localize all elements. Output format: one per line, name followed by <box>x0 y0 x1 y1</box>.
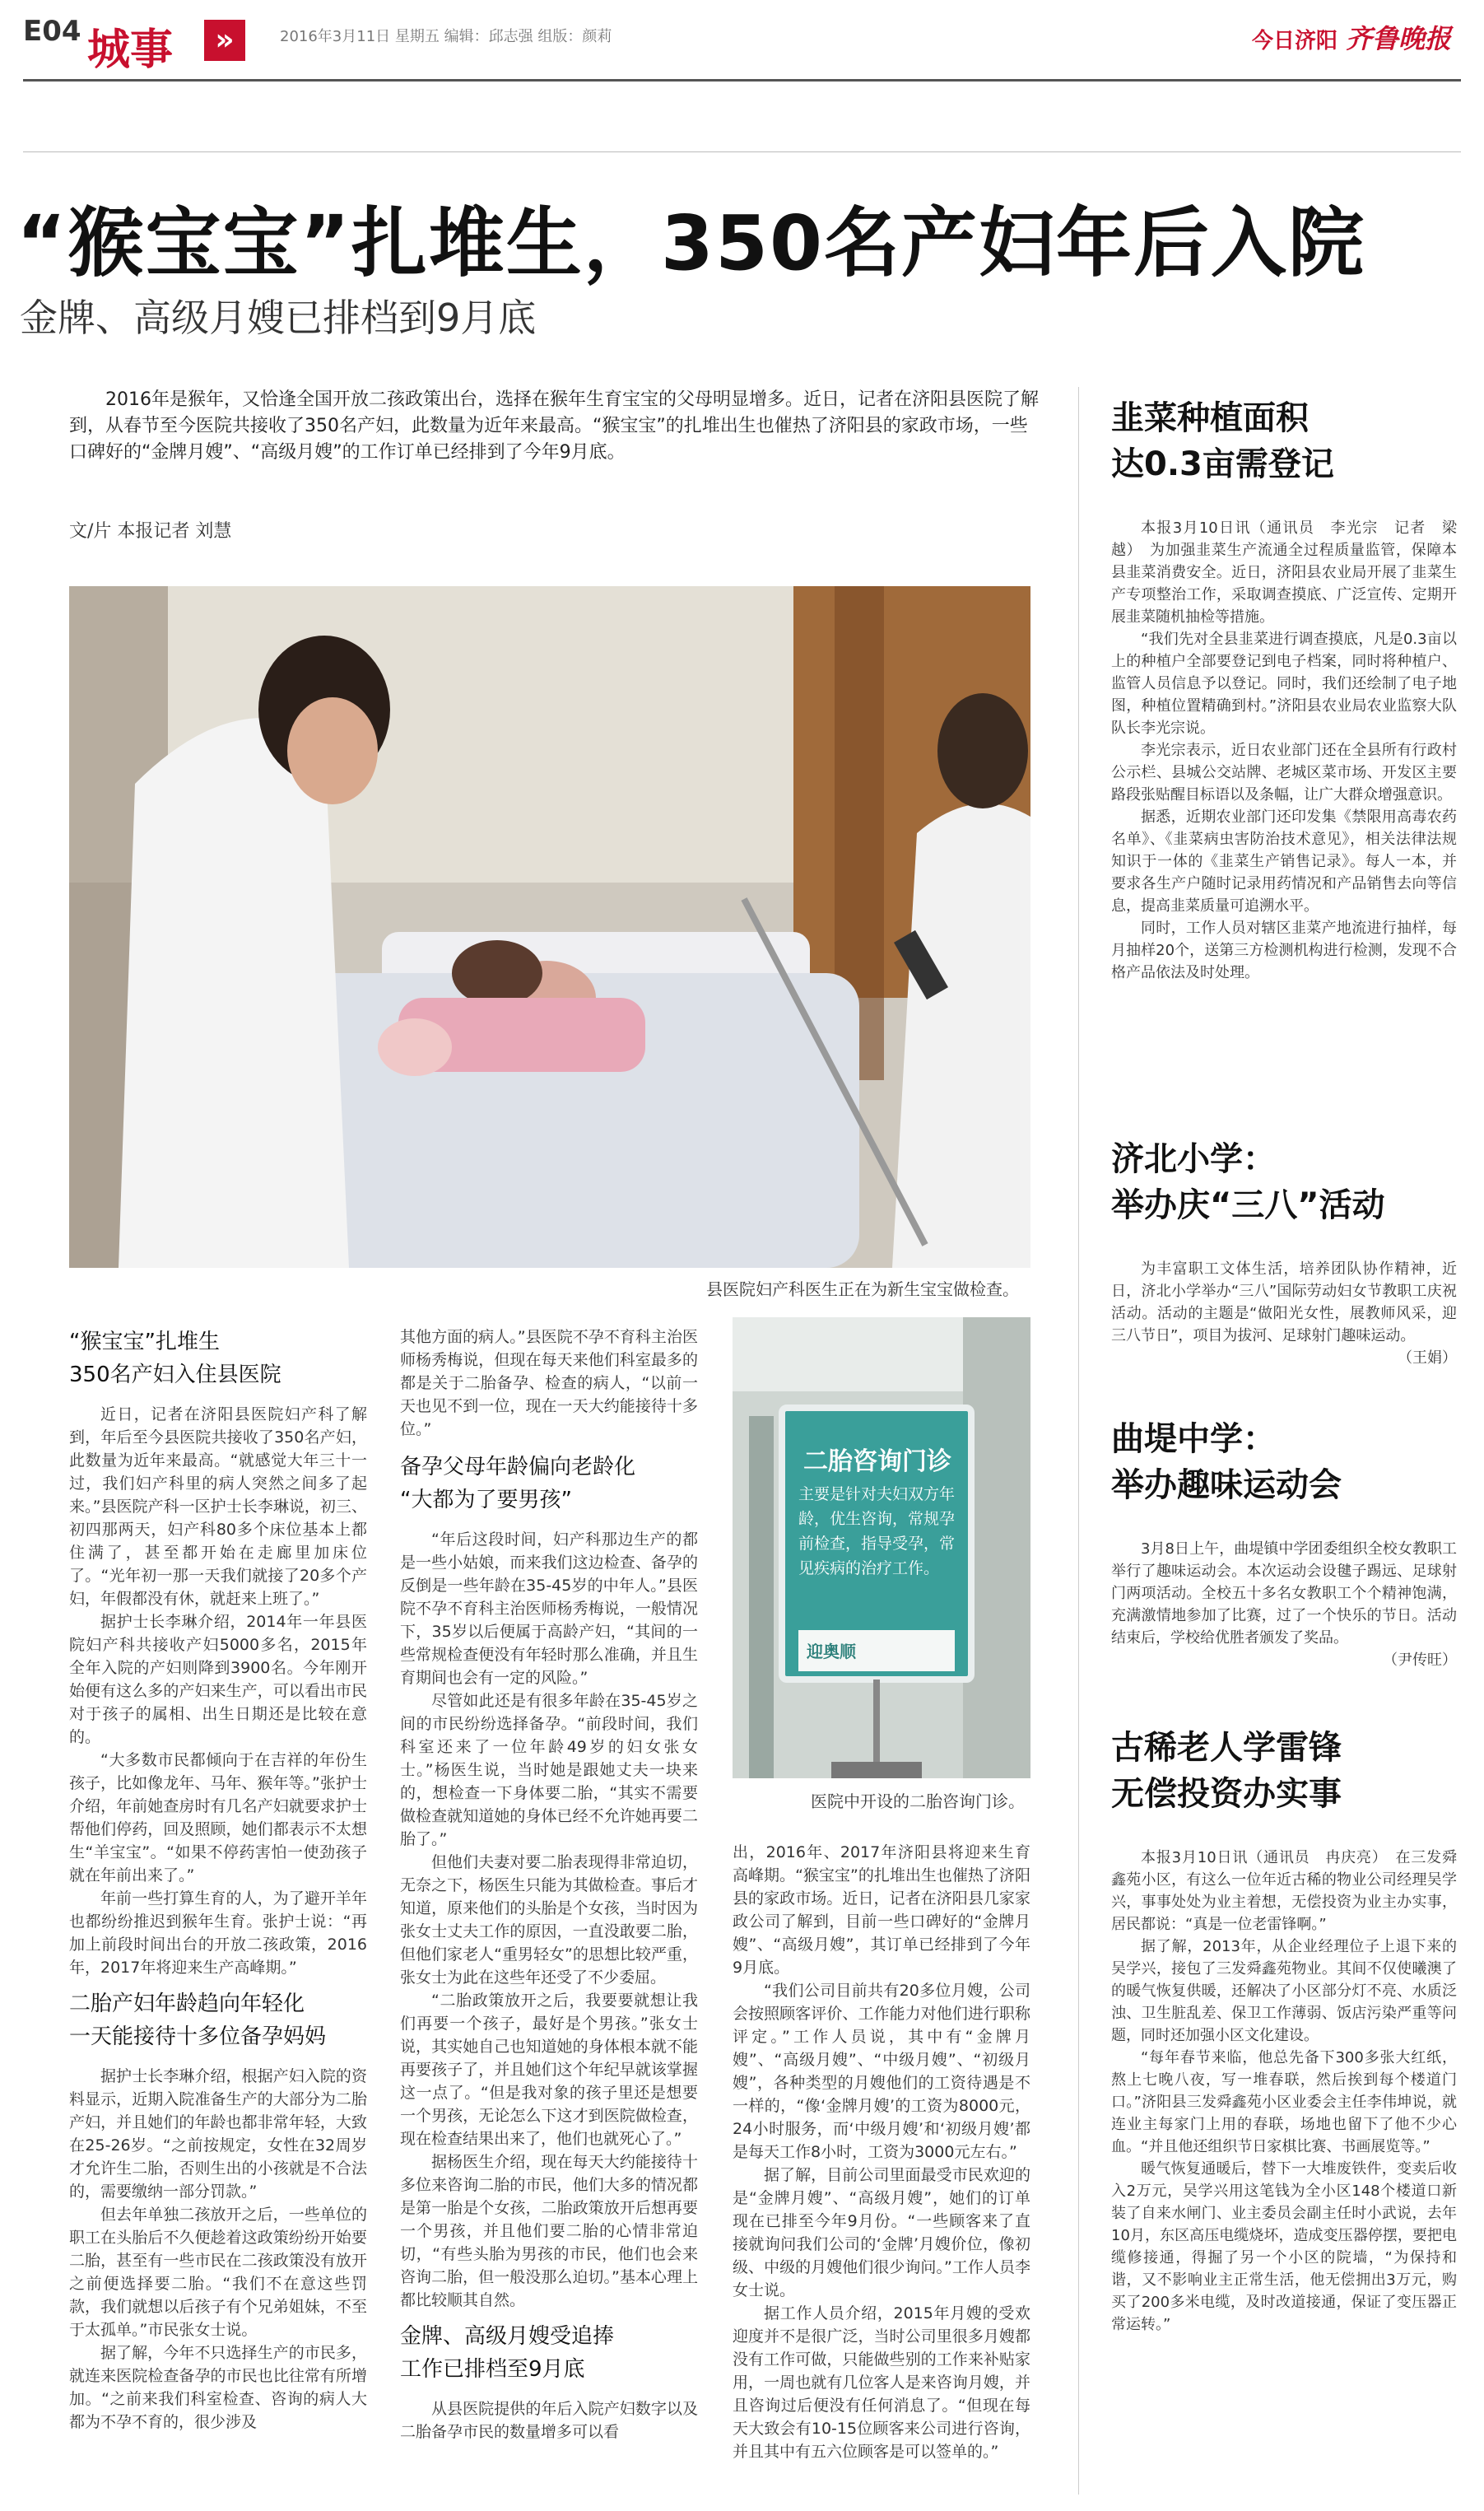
brief-title: 曲堤中学： <box>1111 1420 1276 1458</box>
brief-body <box>1111 1258 1457 1369</box>
brief-paragraph: 暖气恢复通暖后，替下一大堆废铁件，变卖后收入2万元，吴学兴用这笔钱为全小区148个楼道口新装了自来水闸门、业主委员会副主任时小武说，去年10月，东区高压电缆烧坏，造成变压器停摆，要把电缆修接通，得掘了另一个小区的院墙，“为保持和谐，又不影响业主正常生活，他无偿拥出3万元，购买了200多米电缆，及时改道接通，保证了变压器正常运转。” <box>1111 2160 1457 2333</box>
col1-subhead-1a: “猴宝宝”扎堆生 <box>69 1330 220 1354</box>
article-column-3 <box>733 1841 1030 2495</box>
col2-paragraph: 从县医院提供的年后入院产妇数字以及二胎备孕市民的数量增多可以看 <box>400 2400 698 2441</box>
brief-leifeng-article <box>1111 1725 1457 2499</box>
brief-paragraph: 本报3月10日讯（通讯员 冉庆亮） 在三发舜鑫苑小区，有这么一位年近古稀的物业公司经理吴学兴，事事处处为业主着想，无偿投资为业主办实事，居民都说：“真是一位老雷锋啊。” <box>1111 1849 1457 1933</box>
brief-paragraph: “每年春节来临，他总先备下300多张大红纸，熬上七晚八夜，写一堆春联，然后挨到每个楼道门口。”济阳县三发舜鑫苑小区业委会主任李伟坤说，就连业主每家门上用的春联，场地也留下了他不少心血。“并且他还组织节日家棋比赛、书画展览等。” <box>1111 2049 1457 2155</box>
hospital-photo-illustration <box>69 586 1030 1268</box>
brief-signature: （王娟） <box>1398 1349 1457 1367</box>
issue-meta: 2016年3月11日 星期五 编辑：邱志强 组版：颜莉 <box>280 28 612 45</box>
sign-title: 二胎咨询门诊 <box>803 1447 951 1476</box>
col2-paragraph: 尽管如此还是有很多年龄在35-45岁之间的市民纷纷选择备孕。“前段时间，我们科室还来了一位年龄49岁的妇女张女士。”杨医生说，当时她是跟她丈夫一块来的，想检查一下身体要二胎，“其实不需要做检查就知道她的身体已经不允许她再要二胎了。” <box>400 1692 698 1848</box>
col1-subhead-1b: 350名产妇入住县医院 <box>69 1363 281 1387</box>
brief-paragraph: “我们先对全县韭菜进行调查摸底，凡是0.3亩以上的种植户全部要登记到电子档案，同时将种植户、监管人员信息予以登记。同时，我们还绘制了电子地图，种植位置精确到村。”济阳县农业局农业监察大队队长李光宗说。 <box>1111 631 1457 737</box>
lead-paragraph <box>69 387 1040 466</box>
header-rule <box>23 79 1461 82</box>
photo1-caption: 县医院妇产科医生正在为新生宝宝做检查。 <box>706 1279 1019 1299</box>
col2-paragraph: “二胎政策放开之后，我要要就想让我们再要一个孩子，最好是个男孩。”张女士说，其实她自己也知道她的身体根本就不能再要孩子了，并且她们这个年纪早就该掌握这一点了。“但是我对象的孩子里还是想要一个男孩，无论怎么下这才到医院做检查，现在检查结果出来了，他们也就死心了。” <box>400 1992 698 2148</box>
col1-paragraph: 近日，记者在济阳县医院妇产科了解到，年后至今县医院共接收了350名产妇，此数量为近年来最高。“就感觉大年三十一过，我们妇产科里的病人突然之间多了起来。”县医院产科一区护士长李琳说，初三、初四那两天，妇产科80多个床位基本上都住满了，甚至都开始在走廊里加床位了。“光年初一那一天我们就接了20多个产妇，年假都没有休，就赶来上班了。” <box>69 1405 367 1608</box>
article-column-1 <box>69 1325 367 2495</box>
brief-paragraph: 据悉，近期农业部门还印发集《禁限用高毒农药名单》、《韭菜病虫害防治技术意见》，相关法律法规知识于一体的《韭菜生产销售记录》。每人一本，并要求各生产户随时记录用药情况和产品销售去向等信息，提高韭菜质量可追溯水平。 <box>1111 808 1457 915</box>
main-headline: “猴宝宝”扎堆生，350名产妇年后入院 <box>16 199 1365 287</box>
brief-jibei-school-article <box>1111 1136 1457 1408</box>
section-label <box>82 12 255 75</box>
brief-title: 举办趣味运动会 <box>1111 1466 1342 1504</box>
brief-body <box>1111 517 1457 984</box>
col2-subhead-2b: 工作已排档至9月底 <box>400 2357 585 2382</box>
article-column-2 <box>400 1325 698 2495</box>
brief-title: 古稀老人学雷锋 <box>1111 1729 1342 1767</box>
brief-title: 达0.3亩需登记 <box>1111 445 1334 483</box>
col2-subhead-2a: 金牌、高级月嫂受追捧 <box>400 2324 615 2349</box>
col2-subhead-1b: “大都为了要男孩” <box>400 1488 572 1512</box>
brief-body <box>1111 1847 1457 2336</box>
col1-subhead-2a: 二胎产妇年龄趋向年轻化 <box>69 1992 305 2016</box>
section-title: 城事 <box>87 25 174 75</box>
col3-paragraph: 据工作人员介绍，2015年月嫂的受欢迎度并不是很广泛，当时公司里很多月嫂都没有工作可做，只能做些别的工作来补贴家用，一周也就有几位客人是来咨询月嫂，并且咨询过后便没有任何消息了。“但现在每天大致会有10-15位顾客来公司进行咨询，并且其中有五六位顾客是可以签单的。” <box>733 2304 1030 2461</box>
clinic-sign-photo <box>733 1317 1030 1778</box>
page-number: E04 <box>23 15 81 48</box>
brief-chive-article <box>1111 395 1457 1161</box>
column-divider <box>1078 387 1079 2495</box>
sign-footer: 迎奥顺 <box>807 1642 856 1661</box>
byline: 文/片 本报记者 刘慧 <box>69 521 232 542</box>
newspaper-logo: 齐鲁晚报 <box>1345 23 1451 54</box>
chevron-right-icon: » <box>204 20 245 61</box>
edition-label: 今日济阳 <box>1251 29 1337 54</box>
col2-paragraph: 其他方面的病人。”县医院不孕不育科主治医师杨秀梅说，但现在每天来他们科室最多的都是关于二胎备孕、检查的病人，“以前一天也见不到一位，现在一天大约能接待十多位。” <box>400 1328 698 1438</box>
brief-paragraph: 同时，工作人员对辖区韭菜产地流进行抽样，每月抽样20个，送第三方检测机构进行检测，发现不合格产品依法及时处理。 <box>1111 920 1457 981</box>
photo2-caption: 医院中开设的二胎咨询门诊。 <box>811 1791 1025 1811</box>
brief-title: 举办庆“三八”活动 <box>1111 1186 1385 1224</box>
brief-body <box>1111 1538 1457 1671</box>
col3-paragraph: 出，2016年、2017年济阳县将迎来生育高峰期。“猴宝宝”的扎堆出生也催热了济阳县的家政市场。近日，记者在济阳县几家家政公司了解到，目前一些口碑好的“金牌月嫂”、“高级月嫂”，其订单已经排到了今年9月底。 <box>733 1843 1030 1977</box>
col3-paragraph: 据了解，目前公司里面最受市民欢迎的是“金牌月嫂”、“高级月嫂”，她们的订单现在已排至今年9月份。“一些顾客来了直接就询问我们公司的‘金牌’月嫂价位，像初级、中级的月嫂他们很少询问。”工作人员李女士说。 <box>733 2166 1030 2299</box>
col1-paragraph: 据护士长李琳介绍，2014年一年县医院妇产科共接收产妇5000多名，2015年全年入院的产妇则降到3900名。今年刚开始便有这么多的产妇来生产，可以看出市民对于孩子的属相、出生日期还是比较在意的。 <box>69 1613 367 1746</box>
col1-subhead-2b: 一天能接待十多位备孕妈妈 <box>69 2024 327 2049</box>
brief-title: 韭菜种植面积 <box>1111 399 1309 437</box>
col1-paragraph: 据了解，今年不只选择生产的市民多，就连来医院检查备孕的市民也比往常有所增加。“之前来我们科室检查、咨询的病人大都为不孕不育的，很少涉及 <box>69 2344 367 2431</box>
col3-paragraph: “我们公司目前共有20多位月嫂，公司会按照顾客评价、工作能力对他们进行职称评定。”工作人员说，其中有“金牌月嫂”、“高级月嫂”、“中级月嫂”、“初级月嫂”，各种类型的月嫂他们的工资待遇是不一样的，“像‘金牌月嫂’的工资为8000元，24小时服务，而‘中级月嫂’和‘初级月嫂’都是每天工作8小时，工资为3000元左右。” <box>733 1982 1030 2161</box>
sub-headline: 金牌、高级月嫂已排档到9月底 <box>20 296 537 340</box>
col2-paragraph: 据杨医生介绍，现在每天大约能接待十多位来咨询二胎的市民，他们大多的情况都是第一胎是个女孩，二胎政策放开后想再要一个男孩，并且他们要二胎的心情非常迫切，“有些头胎为男孩的市民，他们也会来咨询二胎，但一般没那么迫切。”基本心理上都比较顺其自然。 <box>400 2153 698 2309</box>
col1-paragraph: “大多数市民都倾向于在吉祥的年份生孩子，比如像龙年、马年、猴年等。”张护士介绍，年前她查房时有几名产妇就要求护士帮他们停药，回及照顾，她们都表示不太想生“羊宝宝”。“如果不停药害怕一使劲孩子就在年前出来了。” <box>69 1751 367 1884</box>
lead-text: 2016年是猴年，又恰逢全国开放二孩政策出台，选择在猴年生育宝宝的父母明显增多。近日，记者在济阳县医院了解到，从春节至今医院共接收了350名产妇，此数量为近年来最高。“猴宝宝”的扎堆出生也催热了济阳县的家政市场，一些口碑好的“金牌月嫂”、“高级月嫂”的工作订单已经排到了今年9月底。 <box>69 389 1039 463</box>
col1-paragraph: 但去年单独二孩放开之后，一些单位的职工在头胎后不久便趁着这政策纷纷开始要二胎，甚至有一些市民在二孩政策没有放开之前便选择要二胎。“我们不在意这些罚款，我们就想以后孩子有个兄弟姐妹，不至于太孤单。”市民张女士说。 <box>69 2206 367 2339</box>
col2-subhead-1a: 备孕父母年龄偏向老龄化 <box>400 1455 636 1479</box>
brief-paragraph: 本报3月10日讯（通讯员 李光宗 记者 梁越） 为加强韭菜生产流通全过程质量监管，保障本县韭菜消费安全。近日，济阳县农业局开展了韭菜生产专项整治工作，采取调查摸底、广泛宣传、定期开展韭菜随机抽检等措施。 <box>1111 519 1457 626</box>
brief-paragraph: 3月8日上午，曲堤镇中学团委组织全校女教职工举行了趣味运动会。本次运动会设毽子踢远、足球射门两项活动。全校五十多名女教职工个个精神饱满，充满激情地参加了比赛，过了一个快乐的节日。活动结束后，学校给优胜者颁发了奖品。 <box>1111 1540 1457 1647</box>
brief-title: 无偿投资办实事 <box>1111 1775 1342 1813</box>
col2-paragraph: “年后这段时间，妇产科那边生产的都是一些小姑娘，而来我们这边检查、备孕的反倒是一些年龄在35-45岁的中年人。”县医院不孕不育科主治医师杨秀梅说，一般情况下，35岁以后便属于高龄产妇，“其间的一些常规检查便没有年轻时那么准确，并且生育期间也会有一定的风险。” <box>400 1530 698 1687</box>
brief-paragraph: 李光宗表示，近日农业部门还在全县所有行政村公示栏、县城公交站牌、老城区菜市场、开发区主要路段张贴醒目标语以及条幅，让广大群众增强意识。 <box>1111 742 1457 804</box>
header-brand-block <box>1252 18 1451 56</box>
brief-title: 济北小学： <box>1111 1140 1276 1178</box>
header-thin-rule <box>23 151 1461 152</box>
col1-paragraph: 年前一些打算生育的人，为了避开羊年也都纷纷推迟到猴年生育。张护士说：“再加上前段时间出台的开放二孩政策，2016年，2017年将迎来生产高峰期。” <box>69 1889 367 1977</box>
col2-paragraph: 但他们夫妻对要二胎表现得非常迫切，无奈之下，杨医生只能为其做检查。事后才知道，原来他们的头胎是个女孩，当时因为张女士丈夫工作的原因，一直没敢要二胎，但他们家老人“重男轻女”的思想比较严重，张女士为此在这些年还受了不少委屈。 <box>400 1853 698 1987</box>
hospital-photo <box>69 586 1030 1268</box>
brief-qudi-school-article <box>1111 1416 1457 1712</box>
sign-body: 主要是针对夫妇双方年龄，优生咨询，常规孕前检查，指导受孕，常见疾病的治疗工作。 <box>798 1485 956 1577</box>
brief-paragraph: 据了解，2013年，从企业经理位子上退下来的吴学兴，接包了三发舜鑫苑物业。其间不仅使曦澳了的暖气恢复供暖，还解决了小区部分灯不亮、水质泛浊、卫生脏乱差、保卫工作薄弱、饭店污染严重等问题，同时还加强小区文化建设。 <box>1111 1938 1457 2044</box>
col1-paragraph: 据护士长李琳介绍，根据产妇入院的资料显示，近期入院准备生产的大部分为二胎产妇，并且她们的年龄也都非常年轻，大致在25-26岁。“之前按规定，女性在32周岁才允许生二胎，否则生出的小孩就是不合法的，需要缴纳一部分罚款。” <box>69 2067 367 2201</box>
brief-signature: （尹传旺） <box>1383 1651 1457 1669</box>
brief-paragraph: 为丰富职工文体生活，培养团队协作精神，近日，济北小学举办“三八”国际劳动妇女节教职工庆祝活动。活动的主题是“做阳光女性，展教师风采，迎三八节日”，项目为拔河、足球射门趣味运动。 <box>1111 1260 1457 1344</box>
